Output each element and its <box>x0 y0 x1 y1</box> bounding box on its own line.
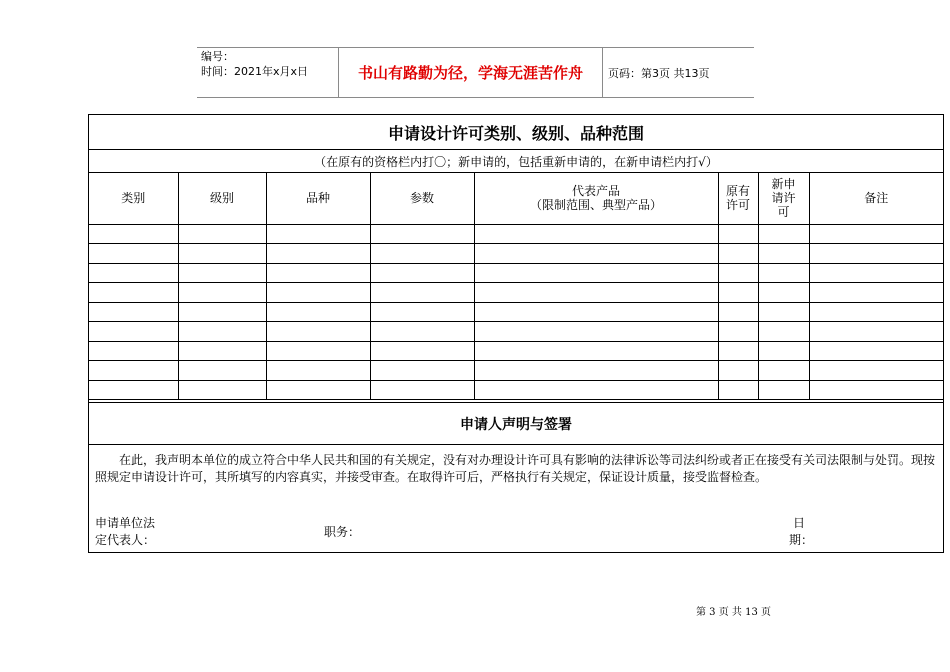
table-cell[interactable] <box>178 380 266 400</box>
header-page-code: 页码：第3页 共13页 <box>608 66 710 80</box>
table-cell[interactable] <box>370 380 474 400</box>
table-cell[interactable] <box>178 283 266 303</box>
table-row <box>89 224 943 244</box>
header-time: 时间：2021年x月x日 <box>201 65 309 78</box>
declaration-text: 在此，我声明本单位的成立符合中华人民共和国的有关规定，没有对办理设计许可具有影响的法律诉讼等司法纠纷或者正在接受有关司法限制与处罚。现按照规定申请设计许可，其所填写的内容真实，并接受审查。在取得许可后，严格执行有关规定，保证设计质量，接受监督检查。 <box>95 453 936 484</box>
sig-date-line2: 期： <box>789 533 814 547</box>
col-product-line1: 代表产品 <box>571 184 620 199</box>
table-cell[interactable] <box>266 224 370 244</box>
table-cell[interactable] <box>809 341 943 361</box>
sig-date-label <box>789 515 813 549</box>
table-cell[interactable] <box>474 244 718 264</box>
table-cell[interactable] <box>758 361 809 381</box>
table-row <box>89 283 943 303</box>
col-remarks: 备注 <box>809 173 943 224</box>
table-row <box>89 322 943 342</box>
table-cell[interactable] <box>266 341 370 361</box>
table-cell[interactable] <box>370 341 474 361</box>
col-params: 参数 <box>370 173 474 224</box>
table-cell[interactable] <box>718 361 758 381</box>
table-cell[interactable] <box>370 263 474 283</box>
table-cell[interactable] <box>758 224 809 244</box>
table-cell[interactable] <box>89 380 178 400</box>
col-new-line3: 可 <box>777 205 790 220</box>
table-row <box>89 244 943 264</box>
table-cell[interactable] <box>809 322 943 342</box>
table-cell[interactable] <box>89 263 178 283</box>
table-cell[interactable] <box>809 244 943 264</box>
table-cell[interactable] <box>758 341 809 361</box>
table-cell[interactable] <box>178 341 266 361</box>
table-cell[interactable] <box>370 361 474 381</box>
col-original-license <box>718 173 758 224</box>
table-cell[interactable] <box>474 341 718 361</box>
table-cell[interactable] <box>758 244 809 264</box>
table-cell[interactable] <box>718 341 758 361</box>
col-product <box>474 173 718 224</box>
table-cell[interactable] <box>89 244 178 264</box>
application-form <box>88 114 944 553</box>
sig-legal-rep-line2: 定代表人： <box>95 533 156 547</box>
table-row <box>89 263 943 283</box>
table-row <box>89 302 943 322</box>
table-cell[interactable] <box>758 302 809 322</box>
table-cell[interactable] <box>809 283 943 303</box>
table-cell[interactable] <box>178 302 266 322</box>
page-header <box>197 47 754 98</box>
table-cell[interactable] <box>178 224 266 244</box>
sig-legal-rep-label <box>95 515 155 549</box>
header-meta <box>201 49 337 79</box>
license-scope-table <box>89 173 943 400</box>
table-cell[interactable] <box>89 302 178 322</box>
page-footer: 第 3 页 共 13 页 <box>696 607 771 618</box>
table-cell[interactable] <box>178 322 266 342</box>
table-cell[interactable] <box>89 283 178 303</box>
table-cell[interactable] <box>178 244 266 264</box>
table-cell[interactable] <box>370 224 474 244</box>
table-cell[interactable] <box>474 263 718 283</box>
col-new-license <box>758 173 809 224</box>
table-cell[interactable] <box>718 380 758 400</box>
table-cell[interactable] <box>370 302 474 322</box>
table-cell[interactable] <box>266 302 370 322</box>
table-cell[interactable] <box>474 302 718 322</box>
table-cell[interactable] <box>89 341 178 361</box>
col-new-line2: 请许 <box>771 191 796 206</box>
table-cell[interactable] <box>718 322 758 342</box>
table-cell[interactable] <box>370 244 474 264</box>
col-new-line1: 新申 <box>771 177 796 192</box>
header-motto: 书山有路勤为径，学海无涯苦作舟 <box>338 48 603 97</box>
header-number: 编号： <box>201 50 234 63</box>
table-cell[interactable] <box>178 263 266 283</box>
table-body <box>89 224 943 400</box>
form-note: （在原有的资格栏内打〇；新申请的，包括重新申请的，在新申请栏内打√） <box>89 150 943 173</box>
table-cell[interactable] <box>474 380 718 400</box>
col-level: 级别 <box>178 173 266 224</box>
table-cell[interactable] <box>809 361 943 381</box>
table-header-row <box>89 173 943 224</box>
table-cell[interactable] <box>89 322 178 342</box>
col-orig-line1: 原有 <box>725 184 750 199</box>
table-cell[interactable] <box>809 302 943 322</box>
table-cell[interactable] <box>809 224 943 244</box>
table-cell[interactable] <box>89 361 178 381</box>
table-cell[interactable] <box>718 302 758 322</box>
table-cell[interactable] <box>266 380 370 400</box>
table-cell[interactable] <box>809 263 943 283</box>
table-row <box>89 341 943 361</box>
table-cell[interactable] <box>89 224 178 244</box>
table-cell[interactable] <box>474 224 718 244</box>
table-cell[interactable] <box>474 361 718 381</box>
table-cell[interactable] <box>370 322 474 342</box>
table-cell[interactable] <box>758 283 809 303</box>
table-cell[interactable] <box>474 322 718 342</box>
table-cell[interactable] <box>370 283 474 303</box>
col-orig-line2: 许可 <box>725 198 750 213</box>
table-cell[interactable] <box>266 361 370 381</box>
table-cell[interactable] <box>718 224 758 244</box>
table-cell[interactable] <box>758 263 809 283</box>
col-variety: 品种 <box>266 173 370 224</box>
table-cell[interactable] <box>266 263 370 283</box>
table-cell[interactable] <box>758 380 809 400</box>
sig-legal-rep-line1: 申请单位法 <box>95 516 156 530</box>
table-cell[interactable] <box>758 322 809 342</box>
form-title: 申请设计许可类别、级别、品种范围 <box>89 115 943 150</box>
table-cell[interactable] <box>266 244 370 264</box>
table-row <box>89 380 943 400</box>
table-cell[interactable] <box>718 283 758 303</box>
declaration-title: 申请人声明与签署 <box>89 402 943 445</box>
sig-position-label: 职务： <box>324 525 361 539</box>
table-cell[interactable] <box>474 283 718 303</box>
table-row <box>89 361 943 381</box>
table-cell[interactable] <box>718 244 758 264</box>
table-cell[interactable] <box>718 263 758 283</box>
table-cell[interactable] <box>266 283 370 303</box>
table-cell[interactable] <box>809 380 943 400</box>
col-product-line2: （限制范围、典型产品） <box>529 198 662 213</box>
table-cell[interactable] <box>178 361 266 381</box>
table-cell[interactable] <box>266 322 370 342</box>
col-category: 类别 <box>89 173 178 224</box>
sig-date-line1: 日 <box>793 516 806 530</box>
